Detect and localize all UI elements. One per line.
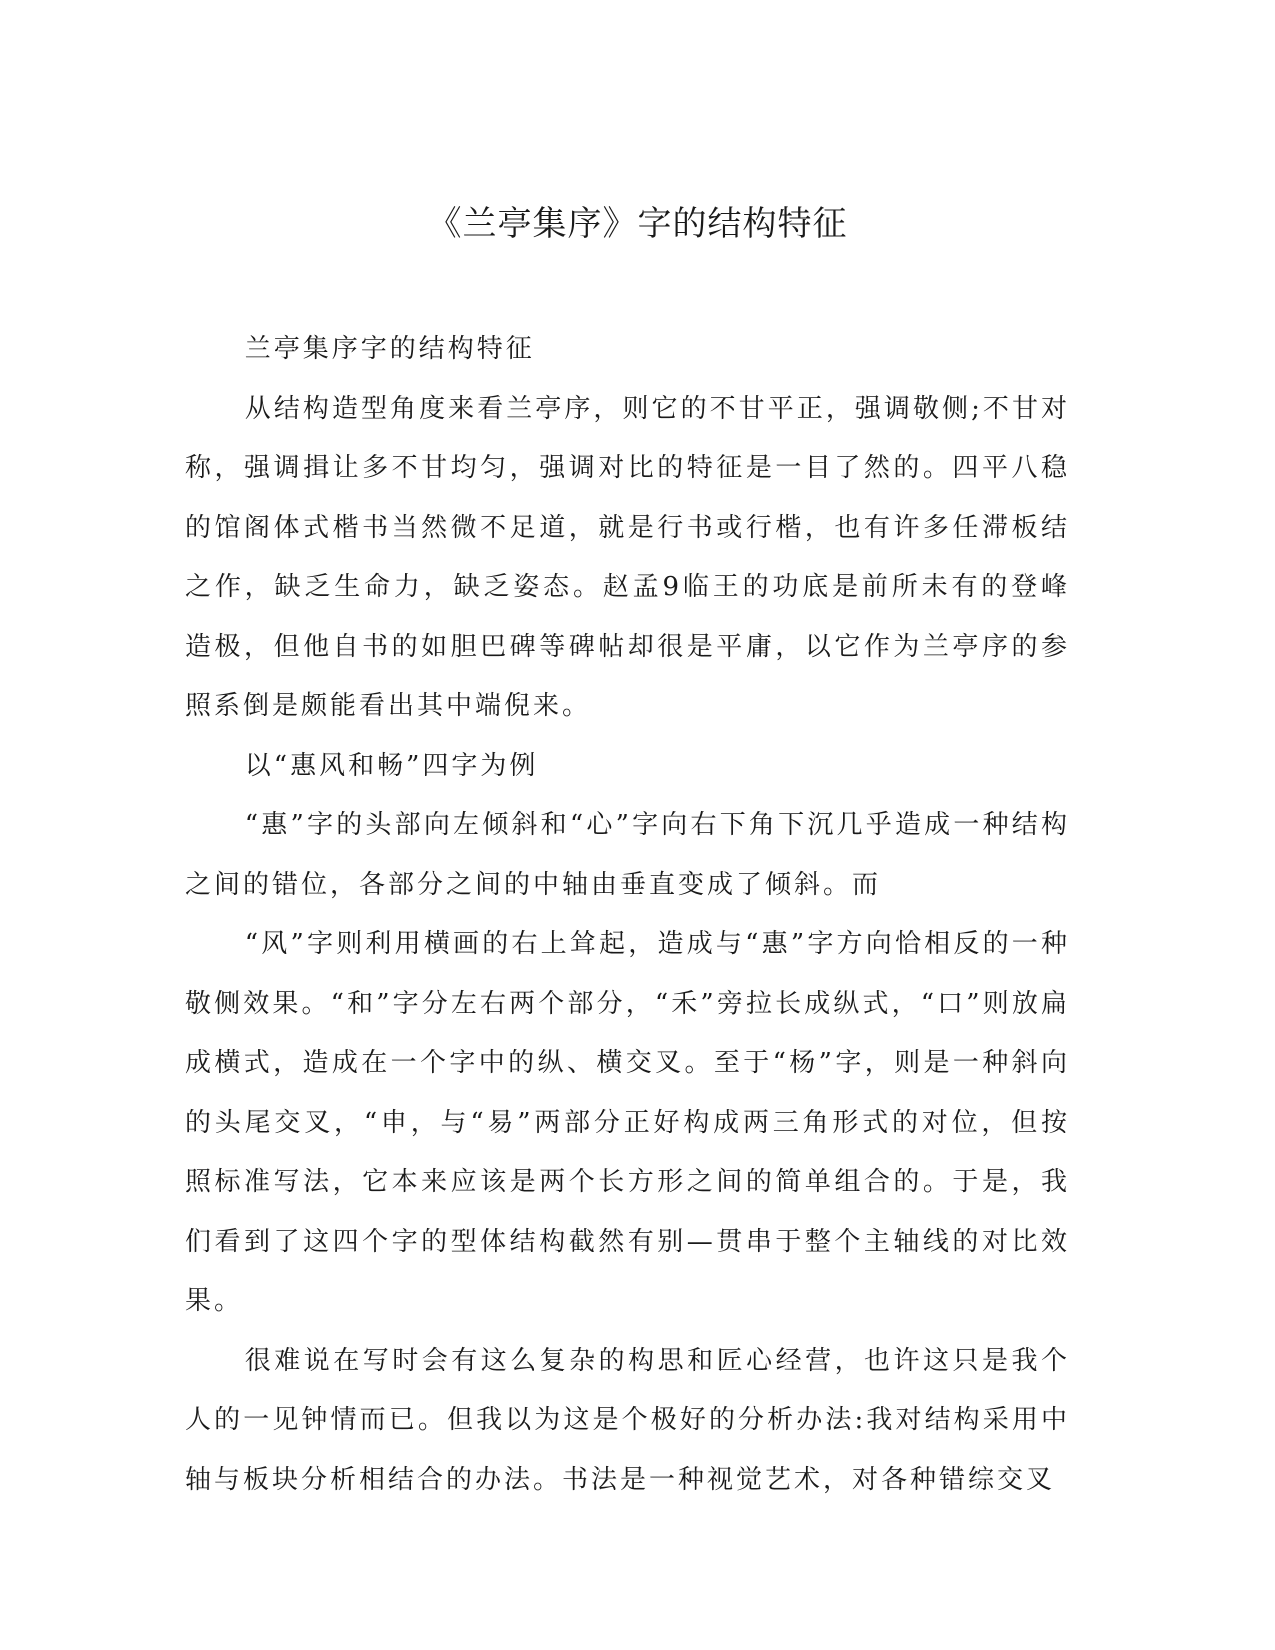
paragraph-example-heading: 以“惠风和畅”四字为例	[244, 750, 539, 781]
document-title: 《兰亭集序》字的结构特征	[427, 204, 848, 244]
document-body	[185, 320, 1070, 1510]
paragraph-4: 很难说在写时会有这么复杂的构思和匠心经营，也许这只是我个人的一见钟情而已。但我以为这是个极好的分析办法:我对结构采用中轴与板块分析相结合的办法。书法是一种视觉艺术，对各种错综交叉	[185, 1345, 1070, 1495]
paragraph-1: 从结构造型角度来看兰亭序，则它的不甘平正，强调敬侧;不甘对称，强调揖让多不甘均匀，强调对比的特征是一目了然的。四平八稳的馆阁体式楷书当然微不足道，就是行书或行楷，也有许多任滞板结之作，缺乏生命力，缺乏姿态。赵孟9临王的功底是前所未有的登峰造极，但他自书的如胆巴碑等碑帖却很是平庸，以它作为兰亭序的参照系倒是颇能看出其中端倪来。	[185, 393, 1070, 721]
paragraph-2: “惠”字的头部向左倾斜和“心”字向右下角下沉几乎造成一种结构之间的错位，各部分之间的中轴由垂直变成了倾斜。而	[185, 810, 1070, 900]
paragraph-subtitle: 兰亭集序字的结构特征	[244, 334, 535, 364]
paragraph-3: “风”字则利用横画的右上耸起，造成与“惠”字方向恰相反的一种敬侧效果。“和”字分左右两个部分，“禾”旁拉长成纵式，“口”则放扁成横式，造成在一个字中的纵、横交叉。至于“杨”字，则是一种斜向的头尾交叉，“申，与“易”两部分正好构成两三角形式的对位，但按照标准写法，它本来应该是两个长方形之间的简单组合的。于是，我们看到了这四个字的型体结构截然有别—贯串于整个主轴线的对比效果。	[185, 929, 1070, 1316]
